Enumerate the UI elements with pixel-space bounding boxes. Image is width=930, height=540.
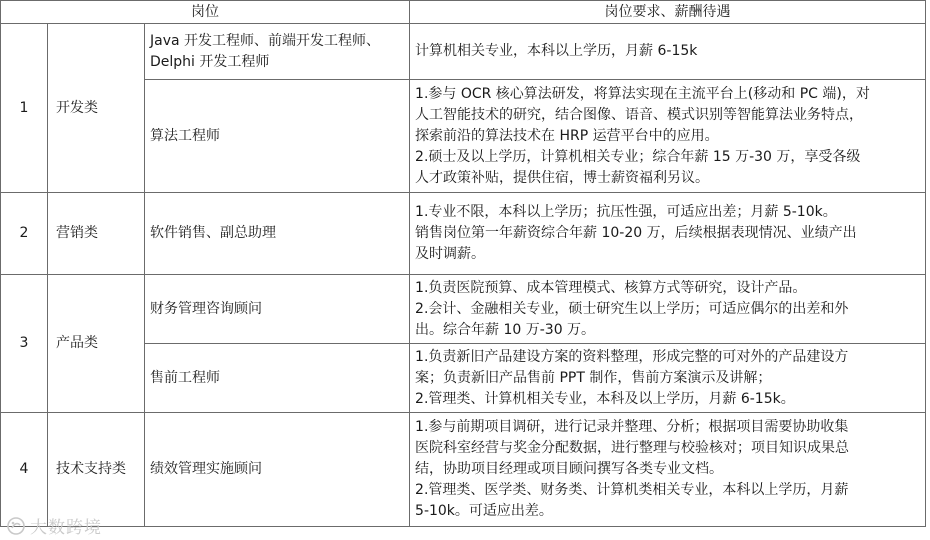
requirements-cell: 1.负责新旧产品建设方案的资料整理，形成完整的可对外的产品建设方 案；负责新旧产品售前 PPT 制作，售前方案演示及讲解； 2.管理类、计算机相关专业，本科及以上学历，月薪 6-15k。 [410,344,926,413]
header-position: 岗位 [1,1,410,24]
requirements-cell: 计算机相关专业，本科以上学历，月薪 6-15k [410,24,926,80]
role-cell: Java 开发工程师、前端开发工程师、 Delphi 开发工程师 [145,24,410,80]
row-number: 2 [1,193,48,275]
table-row [1,275,926,344]
category-cell: 技术支持类 [48,413,145,527]
role-cell: 软件销售、副总助理 [145,193,410,275]
requirements-cell: 1.参与 OCR 核心算法研发，将算法实现在主流平台上(移动和 PC 端)，对 人工智能技术的研究，结合图像、语音、模式识别等智能算法业务特点， 探索前沿的算法技术在 HRP 运营平台中的应用。 2.硕士及以上学历，计算机相关专业；综合年薪 15 万-30 万，享受各级 人才政策补贴，提供住宿，博士薪资福利另议。 [410,80,926,193]
role-cell: 财务管理咨询顾问 [145,275,410,344]
role-cell: 绩效管理实施顾问 [145,413,410,527]
role-cell: 售前工程师 [145,344,410,413]
cross-border-logo-icon [6,516,26,536]
requirements-cell: 1.专业不限，本科以上学历；抗压性强，可适应出差；月薪 5-10k。 销售岗位第一年薪资综合年薪 10-20 万，后续根据表现情况、业绩产出 及时调薪。 [410,193,926,275]
watermark-text: 大数跨境 [30,518,102,538]
table-row [1,193,926,275]
row-number: 3 [1,275,48,413]
header-row [1,1,926,24]
category-cell: 营销类 [48,193,145,275]
row-number: 1 [1,24,48,193]
watermark [6,513,102,538]
table-row [1,413,926,527]
requirements-cell: 1.负责医院预算、成本管理模式、核算方式等研究，设计产品。 2.会计、金融相关专业，硕士研究生以上学历；可适应偶尔的出差和外 出。综合年薪 10 万-30 万。 [410,275,926,344]
role-cell: 算法工程师 [145,80,410,193]
header-requirements: 岗位要求、薪酬待遇 [410,1,926,24]
requirements-cell: 1.参与前期项目调研，进行记录并整理、分析；根据项目需要协助收集 医院科室经营与奖金分配数据，进行整理与校验核对；项目知识成果总 结，协助项目经理或项目顾问撰写各类专业文档。 2.管理类、医学类、财务类、计算机类相关专业，本科以上学历，月薪 5-10k。可适应出差。 [410,413,926,527]
category-cell: 开发类 [48,24,145,193]
category-cell: 产品类 [48,275,145,413]
table-row [1,24,926,80]
row-number: 4 [1,413,48,527]
